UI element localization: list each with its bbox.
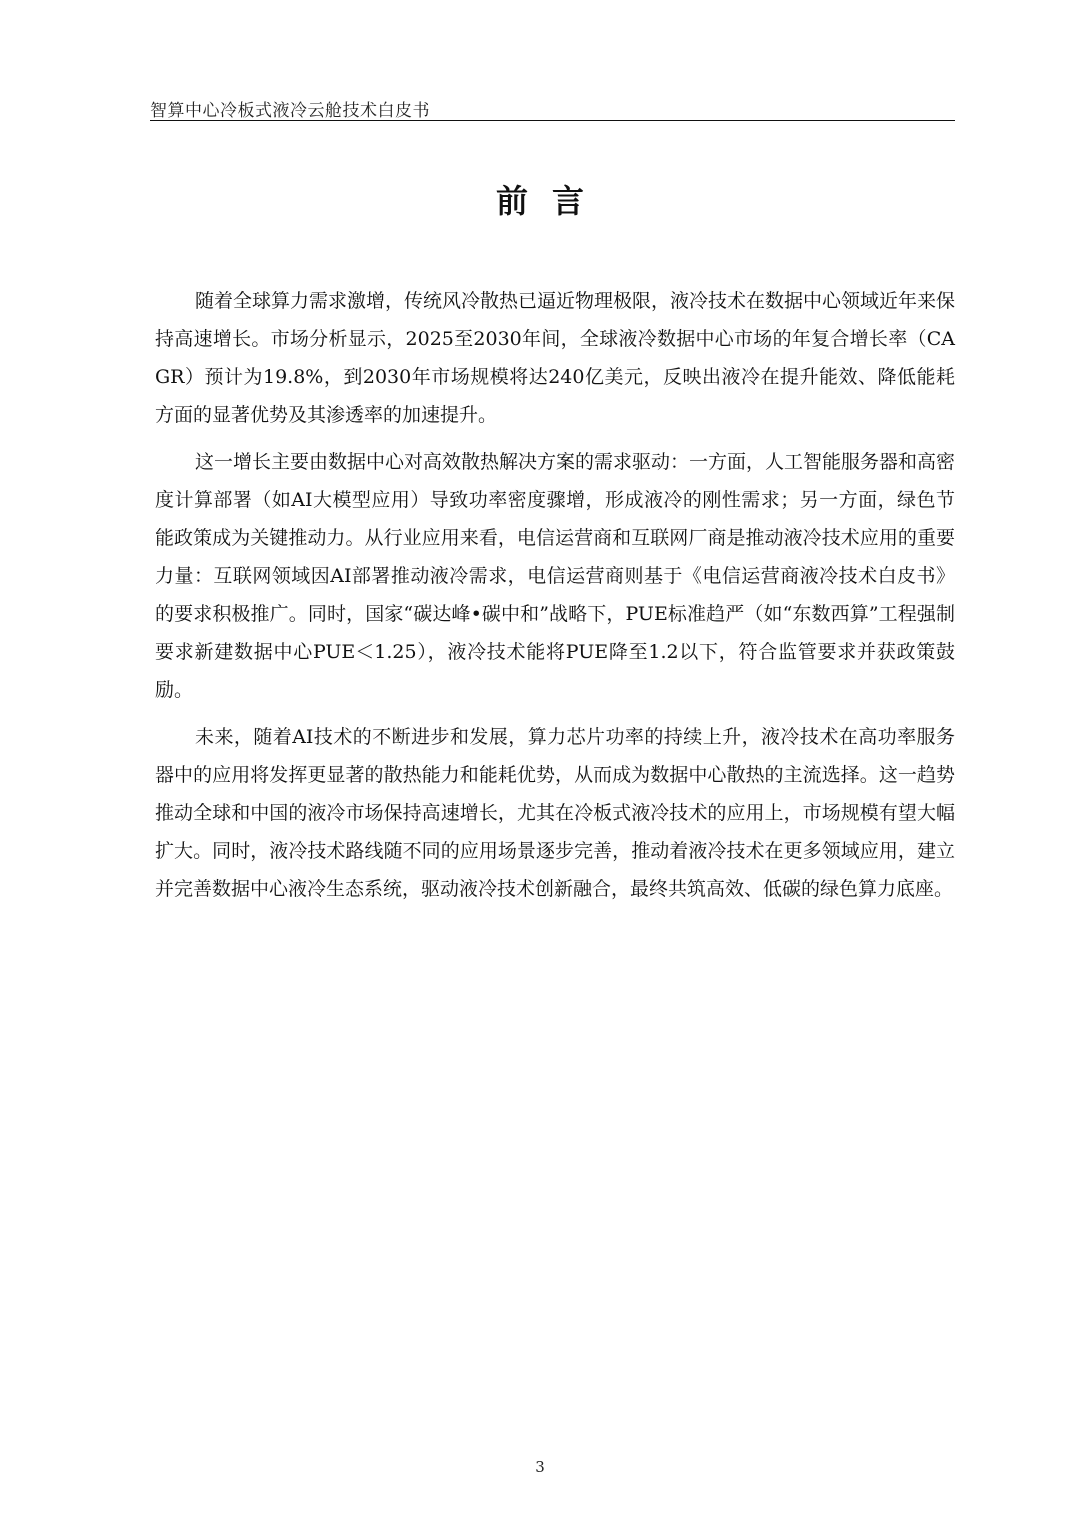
paragraph-2: 这一增长主要由数据中心对高效散热解决方案的需求驱动：一方面，人工智能服务器和高密度计算部署（如AI大模型应用）导致功率密度骤增，形成液冷的刚性需求；另一方面，绿色节能政策成为关键推动力。从行业应用来看，电信运营商和互联网厂商是推动液冷技术应用的重要力量：互联网领域因AI部署推动液冷需求，电信运营商则基于《电信运营商液冷技术白皮书》的要求积极推广。同时，国家“碳达峰•碳中和”战略下，PUE标准趋严（如“东数西算”工程强制要求新建数据中心PUE＜1.25），液冷技术能将PUE降至1.2以下，符合监管要求并获政策鼓励。: [155, 451, 956, 701]
paragraph-3: 未来，随着AI技术的不断进步和发展，算力芯片功率的持续上升，液冷技术在高功率服务器中的应用将发挥更显著的散热能力和能耗优势，从而成为数据中心散热的主流选择。这一趋势推动全球和中国的液冷市场保持高速增长，尤其在冷板式液冷技术的应用上，市场规模有望大幅扩大。同时，液冷技术路线随不同的应用场景逐步完善，推动着液冷技术在更多领域应用，建立并完善数据中心液冷生态系统，驱动液冷技术创新融合，最终共筑高效、低碳的绿色算力底座。: [155, 726, 955, 900]
running-header: 智算中心冷板式液冷云舱技术白皮书: [150, 101, 430, 121]
paragraph-1: 随着全球算力需求激增，传统风冷散热已逼近物理极限，液冷技术在数据中心领域近年来保持高速增长。市场分析显示，2025至2030年间，全球液冷数据中心市场的年复合增长率（CAGR）预计为19.8%，到2030年市场规模将达240亿美元，反映出液冷在提升能效、降低能耗方面的显著优势及其渗透率的加速提升。: [155, 290, 956, 426]
section-title: 前言: [495, 182, 608, 220]
body-text: [155, 282, 955, 917]
page-number: 3: [535, 1458, 545, 1476]
header-divider: [150, 120, 955, 121]
